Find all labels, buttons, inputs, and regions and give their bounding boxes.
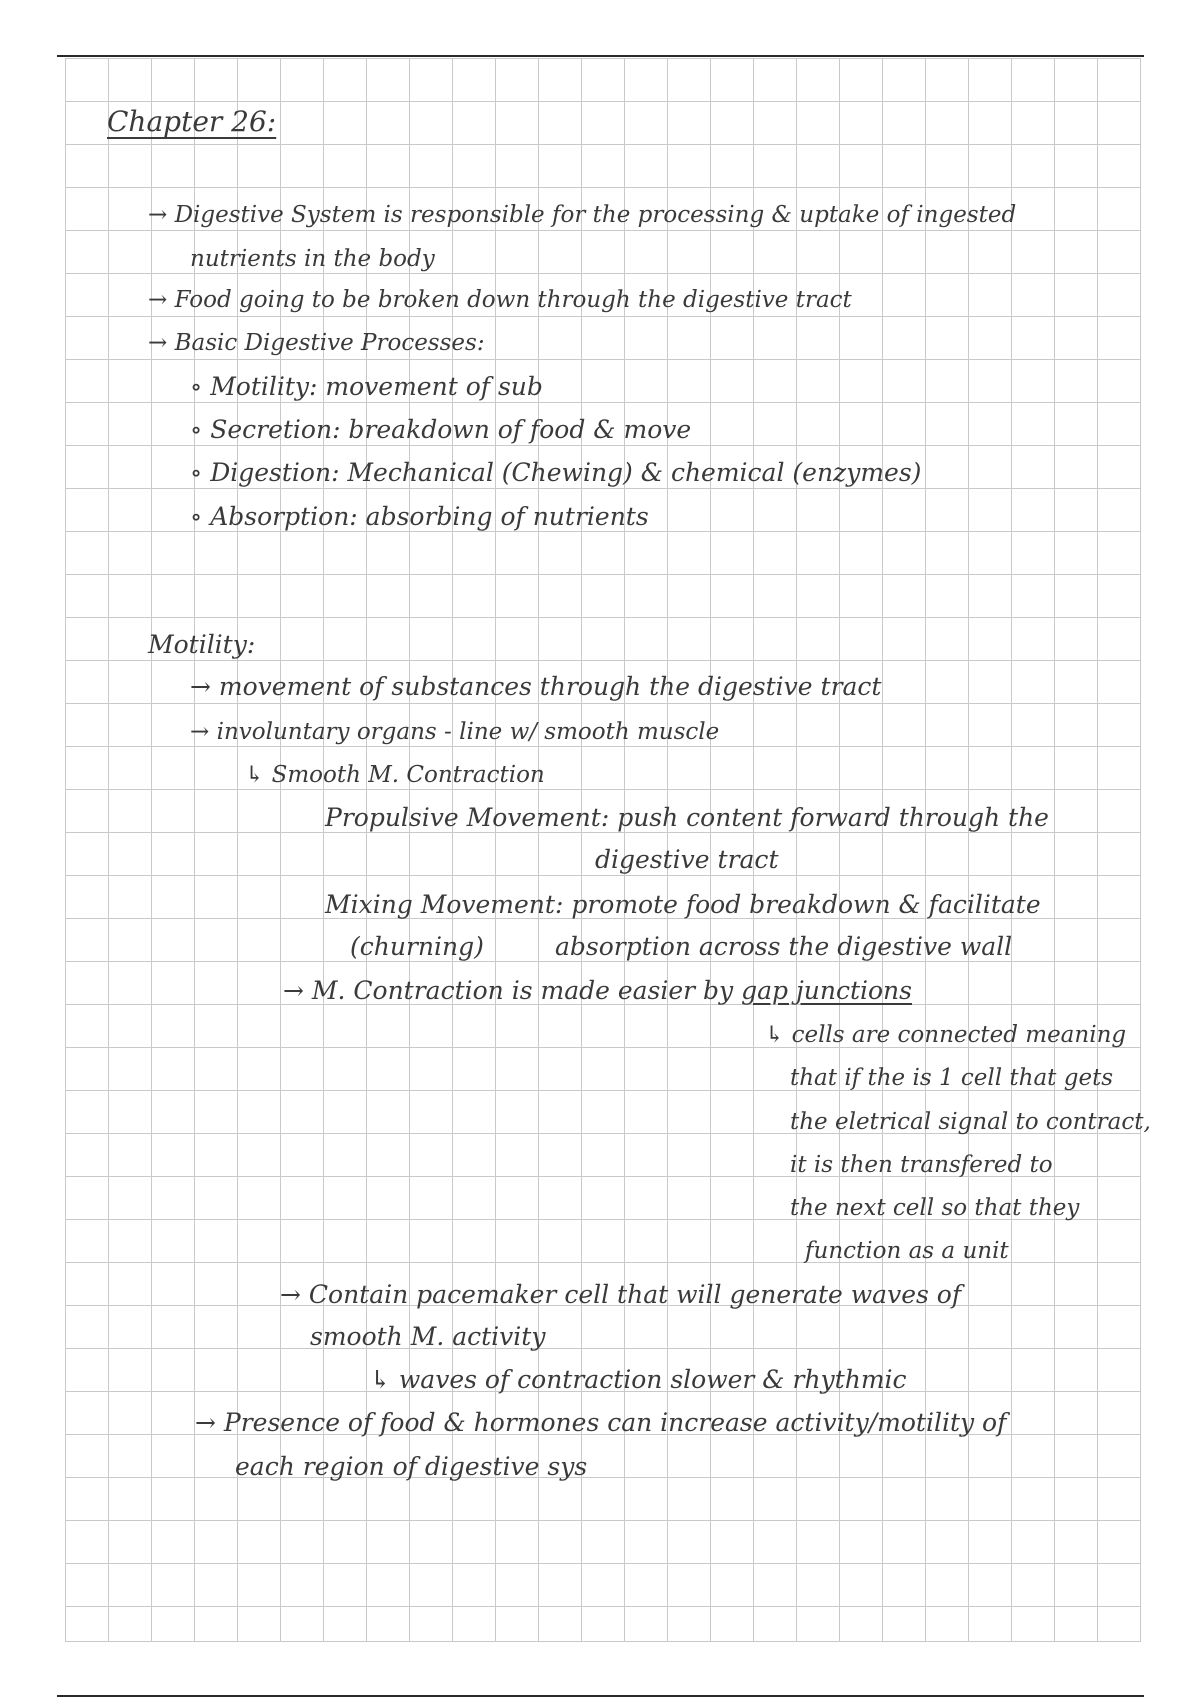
pacemaker-line: ↳ waves of contraction slower & rhythmic: [370, 1365, 907, 1394]
intro-line: → Food going to be broken down through the digestive tract: [148, 287, 852, 313]
intro-line: → Digestive System is responsible for the processing & uptake of ingested: [148, 202, 1017, 228]
process-item: ∘ Absorption: absorbing of nutrients: [190, 502, 649, 531]
process-item: ∘ Secretion: breakdown of food & move: [190, 415, 692, 444]
chapter-title: Chapter 26:: [107, 105, 277, 138]
mixing-movement-line: absorption across the digestive wall: [555, 932, 1013, 961]
pacemaker-line: → Contain pacemaker cell that will generate waves of: [280, 1280, 962, 1309]
bottom-rule-line: [57, 1695, 1144, 1697]
motility-line: → movement of substances through the digestive tract: [190, 672, 882, 701]
top-rule-line: [57, 55, 1144, 57]
motility-heading: Motility:: [148, 630, 256, 659]
process-item: ∘ Digestion: Mechanical (Chewing) & chemical (enzymes): [190, 458, 922, 487]
gap-note-line: the eletrical signal to contract,: [790, 1109, 1151, 1135]
gap-note-line: it is then transfered to: [790, 1152, 1053, 1178]
mixing-movement-line: (churning): [350, 932, 484, 961]
gap-note-line: the next cell so that they: [790, 1195, 1080, 1221]
contraction-prefix: → M. Contraction is made easier by: [283, 976, 734, 1005]
propulsive-movement-line: Propulsive Movement: push content forward through the: [325, 803, 1049, 832]
propulsive-movement-line: digestive tract: [595, 845, 779, 874]
contraction-line: [283, 976, 912, 1006]
motility-line: → involuntary organs - line w/ smooth muscle: [190, 719, 720, 745]
process-item: ∘ Motility: movement of sub: [190, 372, 543, 401]
mixing-movement-line: Mixing Movement: promote food breakdown & facilitate: [325, 890, 1041, 919]
gap-junctions-term: gap junctions: [741, 976, 912, 1005]
intro-line: nutrients in the body: [190, 246, 435, 272]
gap-note-line: ↳ cells are connected meaning: [765, 1022, 1127, 1048]
motility-line: ↳ Smooth M. Contraction: [245, 762, 545, 788]
presence-line: → Presence of food & hormones can increase activity/motility of: [195, 1408, 1007, 1437]
intro-line: → Basic Digestive Processes:: [148, 330, 485, 356]
gap-note-line: function as a unit: [805, 1238, 1009, 1264]
pacemaker-line: smooth M. activity: [310, 1322, 546, 1351]
presence-line: each region of digestive sys: [235, 1452, 588, 1481]
gap-note-line: that if the is 1 cell that gets: [790, 1065, 1114, 1091]
